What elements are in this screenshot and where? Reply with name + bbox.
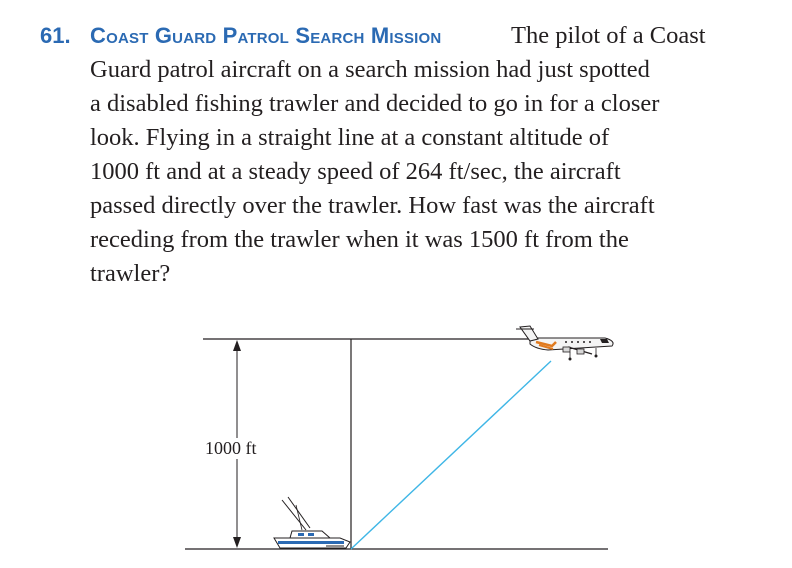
altitude-label: 1000 ft [205, 438, 257, 458]
problem-text-line: 1000 ft and at a steady speed of 264 ft/sec, the aircraft [90, 158, 621, 185]
sight-line [351, 361, 551, 549]
problem-text-line: passed directly over the trawler. How fast was the aircraft [90, 192, 655, 219]
problem-text-line: receding from the trawler when it was 1500 ft from the [90, 226, 629, 253]
aircraft-icon [516, 326, 613, 361]
problem-text-line: Guard patrol aircraft on a search mission had just spotted [90, 56, 650, 83]
problem-text-line: The pilot of a Coast [511, 22, 706, 49]
problem-number: 61. [40, 23, 71, 48]
problem-text-line: trawler? [90, 260, 171, 287]
trawler-icon [274, 497, 350, 548]
problem-text-line: look. Flying in a straight line at a constant altitude of [90, 124, 610, 151]
problem-text-line: a disabled fishing trawler and decided to go in for a closer [90, 90, 660, 117]
problem-heading: Coast Guard Patrol Search Mission [90, 23, 442, 48]
